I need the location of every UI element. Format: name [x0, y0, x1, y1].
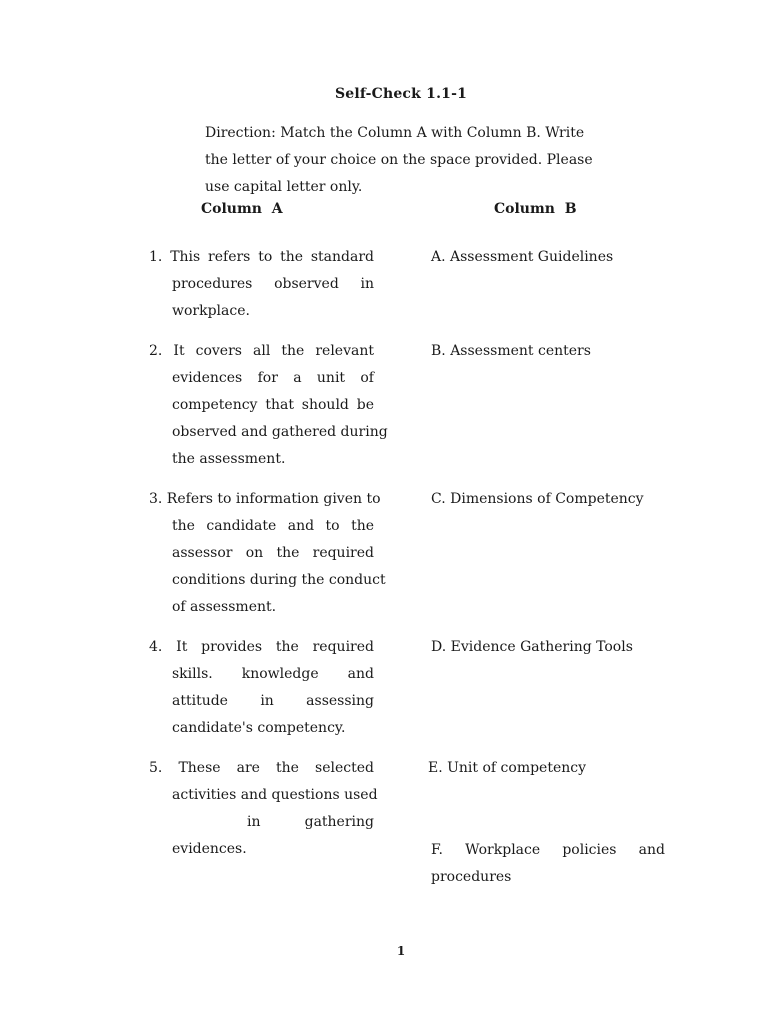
column-a-item-2: [149, 338, 388, 473]
column-b-item-c: [431, 486, 665, 513]
direction-line: the letter of your choice on the space provided. Please: [205, 152, 593, 168]
item-line: 4. It provides the required: [149, 639, 374, 655]
item-line: attitude in assessing: [172, 693, 374, 709]
direction-text: [205, 120, 595, 201]
item-line: of assessment.: [172, 599, 277, 615]
column-b-item-e: [428, 755, 662, 782]
column-b-item-f: [431, 837, 665, 891]
item-line: candidate's competency.: [172, 720, 346, 736]
item-line: in gathering: [247, 814, 374, 830]
item-line: E. Unit of competency: [428, 760, 587, 776]
column-a-item-3: [149, 486, 386, 621]
item-line: workplace.: [172, 303, 250, 319]
item-line: conditions during the conduct: [172, 572, 386, 588]
item-line: evidences for a unit of: [172, 370, 374, 386]
item-line: assessor on the required: [172, 545, 374, 561]
item-line: activities and questions used: [172, 787, 378, 803]
column-a-item-5: [149, 755, 378, 863]
item-line: procedures observed in: [172, 276, 374, 292]
column-a-header: Column A: [201, 201, 283, 217]
item-line: skills. knowledge and: [172, 666, 374, 682]
direction-line: use capital letter only.: [205, 179, 363, 195]
page-title: Self-Check 1.1-1: [334, 86, 468, 102]
item-line: the candidate and to the: [172, 518, 374, 534]
item-line: evidences.: [172, 841, 247, 857]
page-number: 1: [396, 944, 406, 958]
item-line: F. Workplace policies and: [431, 842, 665, 858]
item-line: C. Dimensions of Competency: [431, 491, 644, 507]
item-line: 1. This refers to the standard: [149, 249, 374, 265]
item-line: observed and gathered during: [172, 424, 388, 440]
item-line: procedures: [431, 869, 512, 885]
column-a-item-1: [149, 244, 374, 325]
column-a-item-4: [149, 634, 374, 742]
item-line: 5. These are the selected: [149, 760, 374, 776]
item-line: A. Assessment Guidelines: [431, 249, 614, 265]
column-b-item-a: [431, 244, 665, 271]
column-b-item-b: [431, 338, 665, 365]
column-b-item-d: [431, 634, 665, 661]
item-line: B. Assessment centers: [431, 343, 591, 359]
item-line: 2. It covers all the relevant: [149, 343, 374, 359]
item-line: competency that should be: [172, 397, 374, 413]
item-line: 3. Refers to information given to: [149, 491, 381, 507]
item-line: D. Evidence Gathering Tools: [431, 639, 633, 655]
direction-line: Direction: Match the Column A with Column B. Write: [205, 125, 585, 141]
item-line: the assessment.: [172, 451, 286, 467]
column-b-header: Column B: [494, 201, 577, 217]
